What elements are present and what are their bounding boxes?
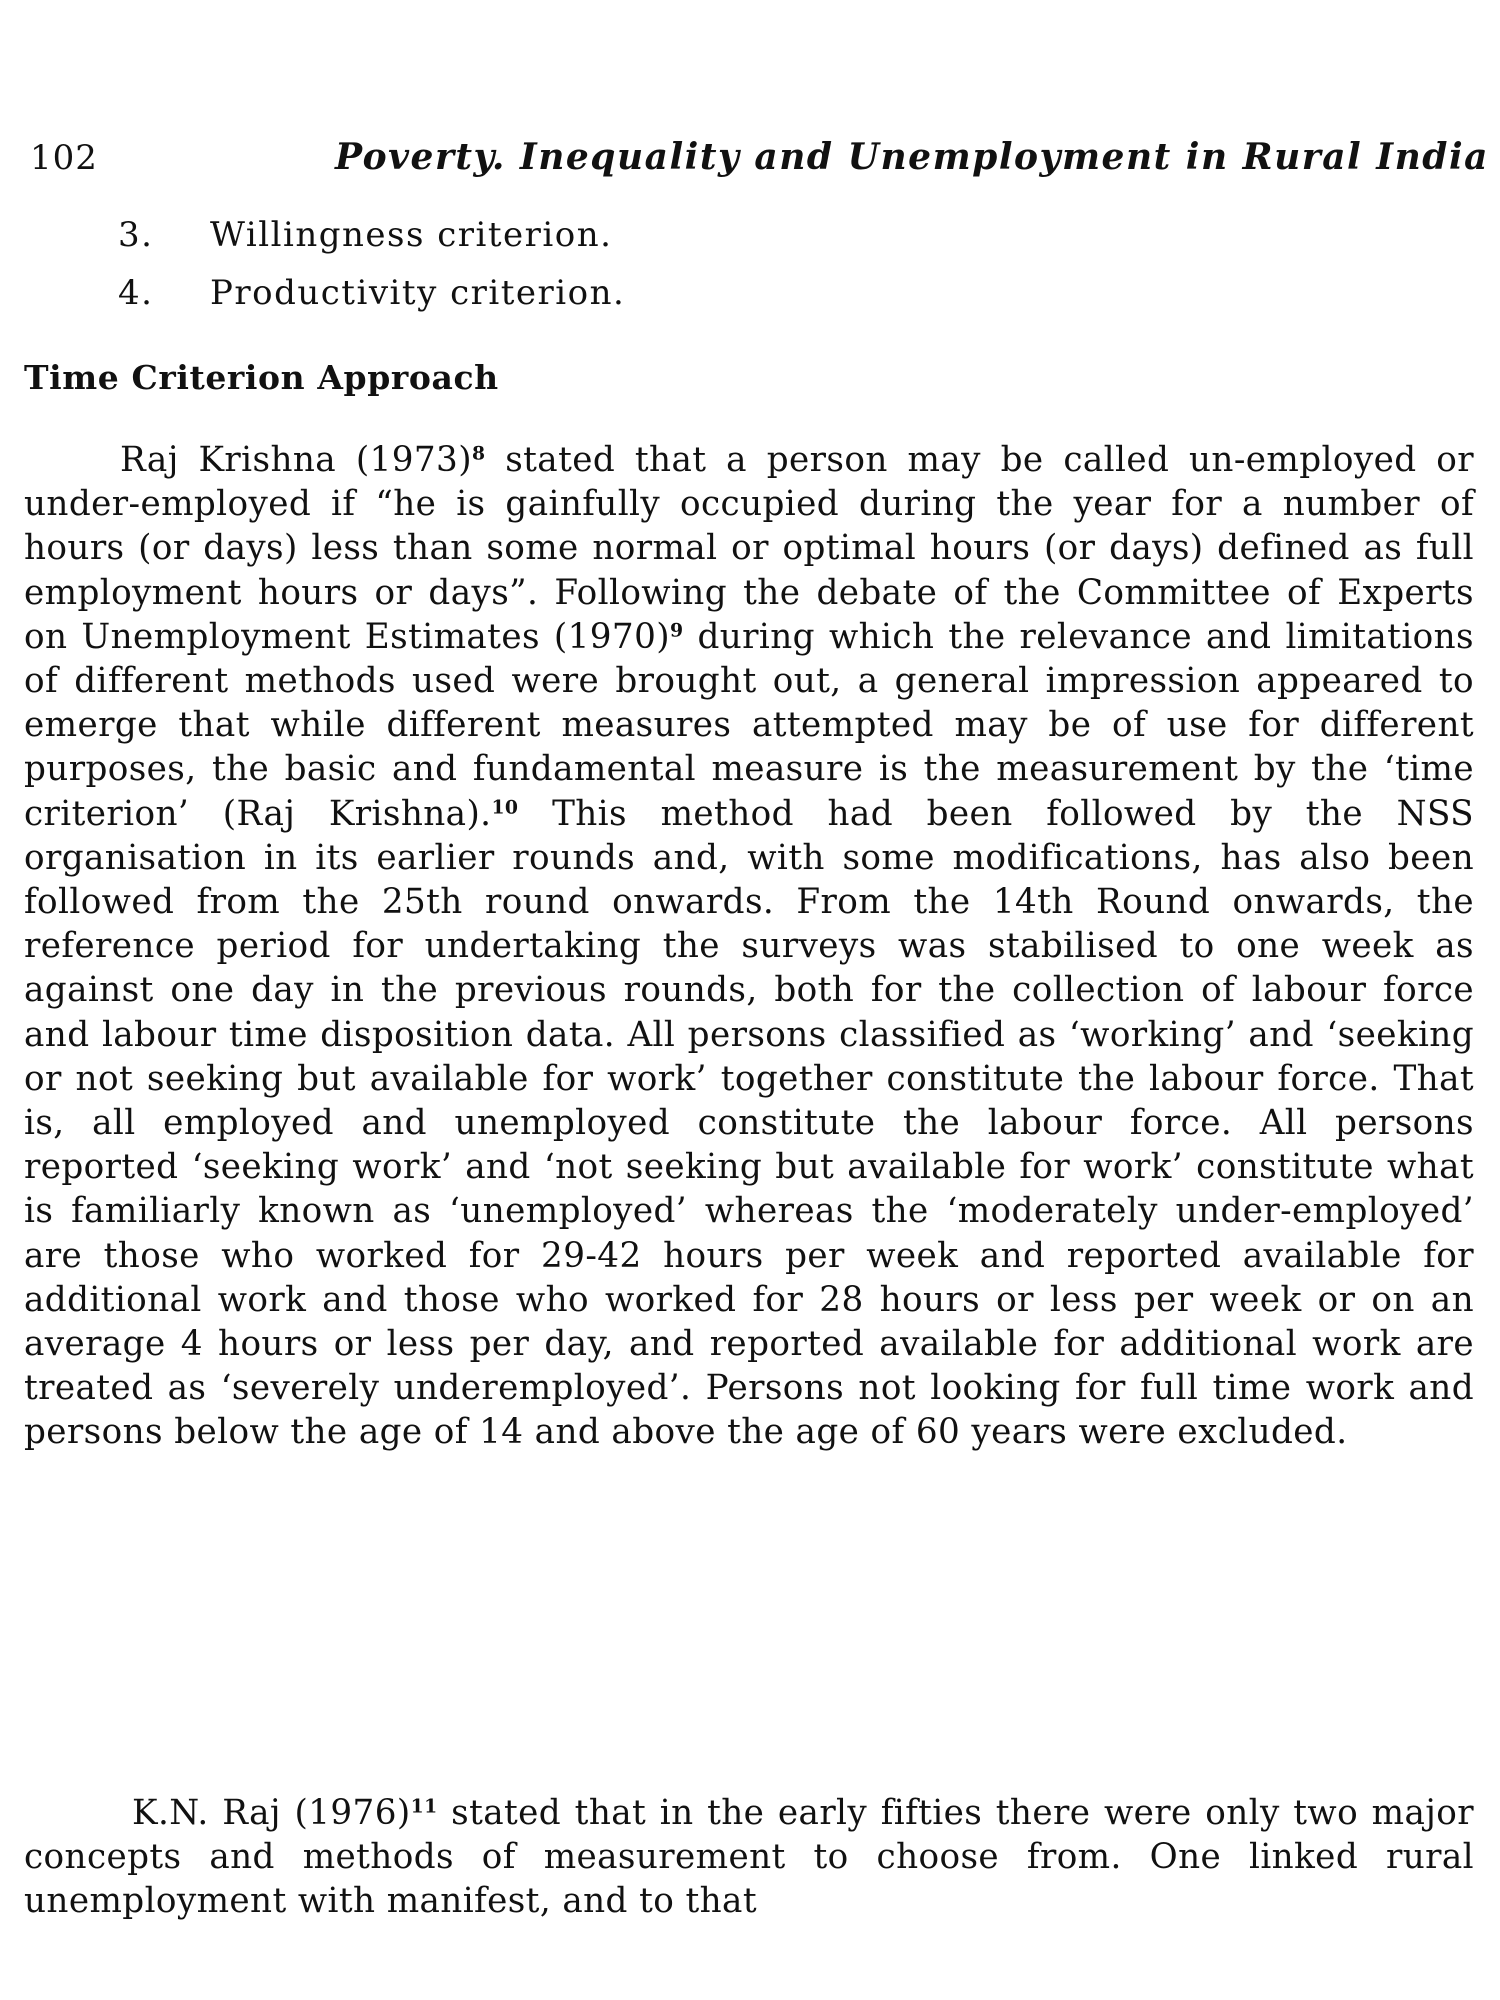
page-header: [30, 128, 1489, 188]
list-item-number: 3.: [118, 215, 154, 255]
criteria-list: [118, 206, 625, 322]
paragraph-time-criterion: [24, 438, 1474, 1455]
footnote-ref: 9: [669, 619, 684, 642]
list-item-text: Willingness criterion.: [210, 215, 613, 255]
paragraph-text: stated that in the early fifties there were only two major concepts and methods of measurement to choose from. One linked rural unemployment with manifest, and to that: [24, 1793, 1474, 1922]
paragraph-text: stated that a person may be called un-employed or under-employed if “he is gainfully occupied during the year for a number of hours (or days) less than some normal or optimal hours (or days) defined as full employment hours or days”. Following the debate of the Committee of Experts on Unemployment Estimates (1970): [24, 440, 1474, 657]
page-number: 102: [30, 138, 98, 178]
paragraph-lead: K.N. Raj (1976): [132, 1793, 411, 1833]
paragraph-text: during which the relevance and limitations of different methods used were brought out, a general impression appeared to emerge that while different measures attempted may be of use for different purposes, the basic and fundamental measure is the measurement by the ‘time criterion’ (Raj Krishna).: [24, 616, 1474, 834]
section-heading: Time Criterion Approach: [24, 358, 499, 397]
paragraph-kn-raj: [24, 1791, 1474, 1924]
list-item: [118, 206, 625, 264]
paragraph-lead: Raj Krishna (1973): [120, 440, 472, 480]
list-item-number: 4.: [118, 273, 154, 313]
list-item: [118, 264, 625, 322]
paragraph-text: This method had been followed by the NSS organisation in its earlier rounds and, with some modifications, has also been followed from the 25th round onwards. From the 14th Round onwards, the reference period for undertaking the surveys was stabilised to one week as against one day in the previous rounds, both for the collection of labour force and labour time disposition data. All persons classified as ‘working’ and ‘seeking or not seeking but available for work’ together constitute the labour force. That is, all employed and unemployed constitute the labour force. All persons reported ‘seeking work’ and ‘not seeking but available for work’ constitute what is familiarly known as ‘unemployed’ whereas the ‘moderately under-employed’ are those who worked for 29-42 hours per week and reported available for additional work and those who worked for 28 hours or less per week or on an average 4 hours or less per day, and reported available for additional work are treated as ‘severely underemployed’. Persons not looking for full time work and persons below the age of 14 and above the age of 60 years were excluded.: [24, 793, 1474, 1453]
footnote-ref: 8: [471, 442, 486, 465]
footnote-ref: 11: [410, 1795, 438, 1818]
list-item-text: Productivity criterion.: [210, 273, 626, 313]
running-title: Poverty. Inequality and Unemployment in Rural India: [335, 136, 1489, 178]
footnote-ref: 10: [491, 796, 519, 819]
